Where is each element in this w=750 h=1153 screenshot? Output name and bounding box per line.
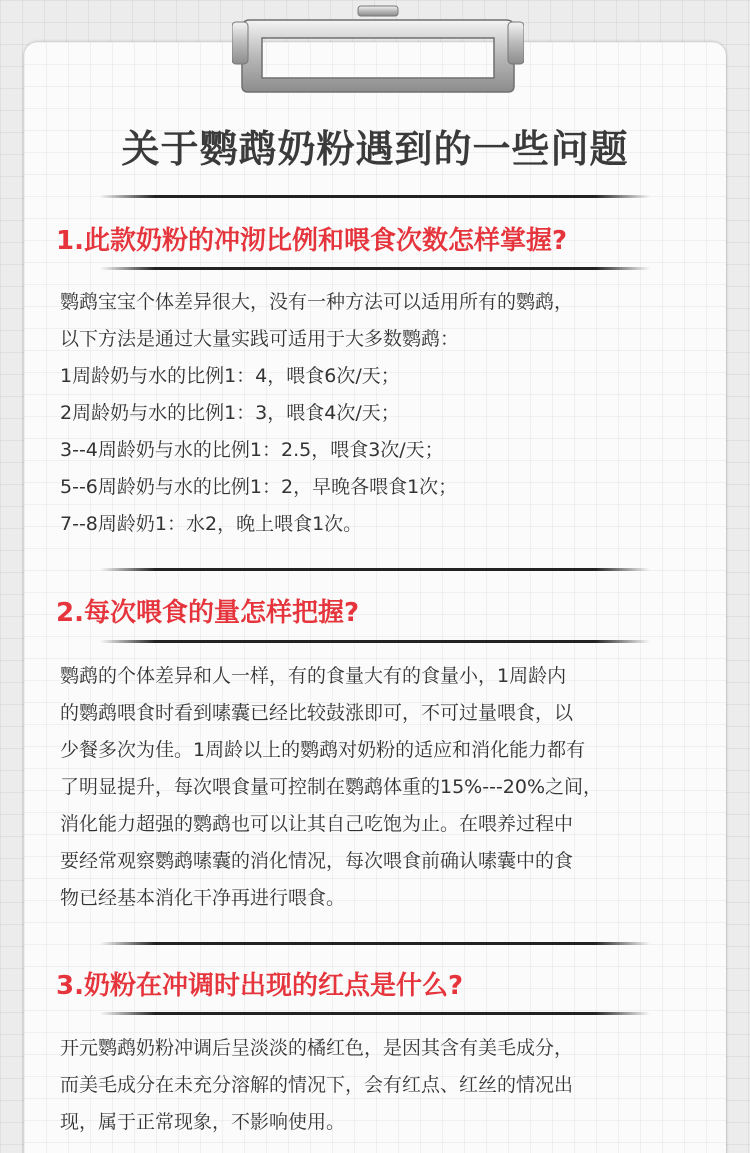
divider	[100, 942, 650, 945]
answer-line: 物已经基本消化干净再进行喂食。	[60, 887, 346, 909]
answer-line: 2周龄奶与水的比例1：3，喂食4次/天；	[60, 402, 400, 424]
answer-line: 要经常观察鹦鹉嗉囊的消化情况，每次喂食前确认嗉囊中的食	[60, 850, 574, 872]
page-title: 关于鹦鹉奶粉遇到的一些问题	[121, 127, 629, 171]
question-title: 2.每次喂食的量怎样把握?	[56, 598, 360, 628]
answer-paragraph	[60, 658, 700, 917]
answer-line: 开元鹦鹉奶粉冲调后呈淡淡的橘红色，是因其含有美毛成分，	[60, 1037, 574, 1059]
divider	[100, 640, 650, 643]
answer-line: 7--8周龄奶1：水2，晚上喂食1次。	[60, 513, 363, 535]
answer-line: 而美毛成分在未充分溶解的情况下，会有红点、红丝的情况出	[60, 1074, 574, 1096]
answer-paragraph	[60, 1030, 700, 1141]
divider	[100, 267, 650, 270]
answer-paragraph	[60, 284, 700, 543]
answer-line: 鹦鹉的个体差异和人一样，有的食量大有的食量小，1周龄内	[60, 665, 567, 687]
answer-line: 1周龄奶与水的比例1：4，喂食6次/天；	[60, 365, 400, 387]
answer-line: 5--6周龄奶与水的比例1：2，早晚各喂食1次；	[60, 476, 458, 498]
question-title: 1.此款奶粉的冲沏比例和喂食次数怎样掌握?	[56, 226, 568, 256]
answer-line: 现，属于正常现象，不影响使用。	[60, 1111, 346, 1133]
answer-line: 了明显提升，每次喂食量可控制在鹦鹉体重的15%---20%之间，	[60, 776, 603, 798]
answer-line: 少餐多次为佳。1周龄以上的鹦鹉对奶粉的适应和消化能力都有	[60, 739, 586, 761]
question-title: 3.奶粉在冲调时出现的红点是什么?	[56, 971, 464, 1001]
answer-line: 消化能力超强的鹦鹉也可以让其自己吃饱为止。在喂养过程中	[60, 813, 574, 835]
answer-line: 3--4周龄奶与水的比例1：2.5，喂食3次/天；	[60, 439, 444, 461]
answer-line: 以下方法是通过大量实践可适用于大多数鹦鹉：	[60, 328, 460, 350]
divider	[100, 568, 650, 571]
divider	[100, 1012, 650, 1015]
divider	[100, 195, 650, 198]
clipboard-clip-icon	[232, 4, 524, 96]
answer-line: 的鹦鹉喂食时看到嗉囊已经比较鼓涨即可，不可过量喂食，以	[60, 702, 574, 724]
answer-line: 鹦鹉宝宝个体差异很大，没有一种方法可以适用所有的鹦鹉，	[60, 291, 574, 313]
